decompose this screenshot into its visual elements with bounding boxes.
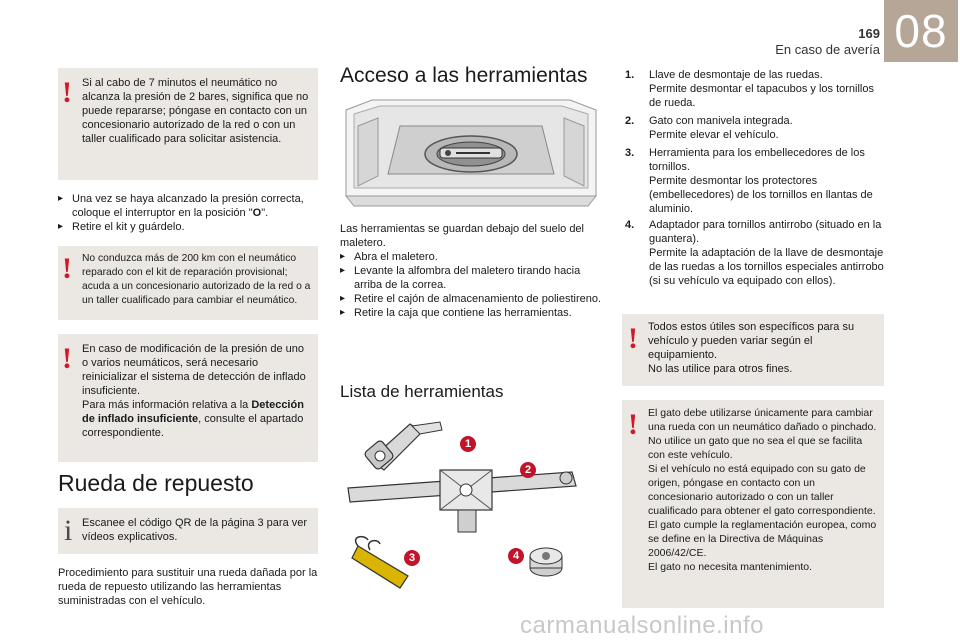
jack-icon [348,470,576,532]
step-item [58,220,320,234]
warning-box-jack [622,400,884,608]
warning-text-bold: Detección de inflado insuficiente [82,399,304,425]
step-text-pre: Una vez se haya alcanzado la presión correcta, coloque el interruptor en la posición " [72,193,304,219]
step-item [340,292,602,306]
trim-tool-icon [352,537,408,588]
badge-1: 1 [460,436,476,452]
arrow-icon: ▸ [340,251,346,262]
warning-icon: ! [628,322,638,355]
step-item [340,250,602,264]
step-item [58,192,320,220]
step-text-post: ". [261,207,269,219]
spare-wheel-title: Rueda de repuesto [58,470,254,496]
step-text: Retire la caja que contiene las herramientas. [354,307,572,319]
info-text: Escanee el código QR de la página 3 para ver vídeos explicativos. [82,517,308,543]
tool-item-4 [625,218,895,302]
warning-box-2 [58,246,318,320]
tool-description [649,114,889,142]
step-text: Retire el kit y guárdelo. [72,221,185,233]
warning-text-post: , consulte el apartado correspondiente. [82,413,304,439]
tool-description [649,218,889,288]
tools-list-title: Lista de herramientas [340,382,504,401]
warning-box-3 [58,334,318,462]
warning-line: No utilice un gato que no sea el que se facilita con este vehículo. [648,435,863,461]
arrow-icon: ▸ [340,307,346,318]
tool-line: Permite la adaptación de la llave de desmontaje de las ruedas a los tornillos especiales antirrobo (si su vehículo va equipado con ellos). [649,247,884,287]
step-text-bold: O [252,207,262,219]
tool-item-1 [625,68,895,112]
arrow-icon: ▸ [58,193,64,204]
warning-text-pre: Para más información relativa a la [82,399,252,411]
tool-line: Permite desmontar los protectores (embellecedores) de los tornillos en llantas de aluminio. [649,175,873,215]
step-text: Abra el maletero. [354,251,438,263]
tools-access-title: Acceso a las herramientas [340,64,588,87]
warning-icon: ! [62,252,72,285]
badge-2: 2 [520,462,536,478]
tool-item-2 [625,114,895,144]
tool-line: Herramienta para los embellecedores de los tornillos. [649,147,865,173]
antitheft-adapter-icon [530,548,562,576]
warning-text: Si al cabo de 7 minutos el neumático no alcanza la presión de 2 bares, significa que no puede repararse; póngase en contacto con un concesionario autorizado de la red o con un taller cualificado para solicitar asistencia. [82,77,309,145]
trunk-drawing [340,96,602,208]
tool-number: 4. [625,219,635,231]
arrow-icon: ▸ [340,293,346,304]
tool-number: 1. [625,69,635,81]
badge-3: 3 [404,550,420,566]
section-title: En caso de avería [775,42,880,57]
info-icon: i [64,514,73,547]
tool-line: Llave de desmontaje de las ruedas. [649,69,823,81]
arrow-icon: ▸ [340,265,346,276]
tools-illustration [340,416,602,600]
tool-number: 3. [625,147,635,159]
badge-4: 4 [508,548,524,564]
warning-text: No conduzca más de 200 km con el neumático reparado con el kit de reparación provisional; acuda a un concesionario autorizado de la red o a un taller cualificado para cambiar el neumático. [82,253,311,306]
warning-text [648,320,878,376]
tool-line: Permite elevar el vehículo. [649,129,779,141]
tool-line: Gato con manivela integrada. [649,115,793,127]
tool-line: Adaptador para tornillos antirrobo (situado en la guantera). [649,219,882,245]
watermark: carmanualsonline.info [520,612,764,639]
tool-description [649,68,889,110]
tools-intro: Las herramientas se guardan debajo del suelo del maletero. [340,223,584,249]
warning-icon: ! [62,342,72,375]
warning-line: Todos estos útiles son específicos para su vehículo y pueden variar según el equipamiento. [648,321,855,361]
warning-box-1 [58,68,318,180]
warning-line: El gato debe utilizarse únicamente para cambiar una rueda con un neumático dañado o pinchado. [648,407,877,433]
chapter-tab: 08 [884,0,958,62]
warning-line: El gato no necesita mantenimiento. [648,561,813,573]
warning-line: Si el vehículo no está equipado con su gato de origen, póngase en contacto con un concesionario autorizado o con un taller cualificado para obtener el gato correspondiente. [648,463,876,517]
procedure-text: Procedimiento para sustituir una rueda dañada por la rueda de repuesto utilizando las herramientas suministradas con el vehículo. [58,567,318,607]
middle-steps [340,250,602,320]
tool-line: Permite desmontar el tapacubos y los tornillos de rueda. [649,83,874,109]
warning-line: No las utilice para otros fines. [648,363,793,375]
tool-description [649,146,889,216]
step-text: Levante la alfombra del maletero tirando hacia arriba de la correa. [354,265,581,291]
wheel-wrench-icon [364,422,442,470]
trunk-illustration [340,96,602,208]
warning-icon: ! [62,76,72,109]
warning-paragraph [82,398,312,440]
step-item [340,306,602,320]
step-item [340,264,602,292]
warning-icon: ! [628,408,638,441]
info-box [58,508,318,554]
warning-paragraph: En caso de modificación de la presión de uno o varios neumáticos, será necesario reinicializar el sistema de detección de inflado insuficiente. [82,343,306,397]
left-steps [58,192,320,234]
arrow-icon: ▸ [58,221,64,232]
warning-line: El gato cumple la reglamentación europea, como se define en la Directiva de Máquinas 2006/42/CE. [648,519,877,559]
tool-item-3 [625,146,895,214]
step-text: Retire el cajón de almacenamiento de poliestireno. [354,293,602,305]
warning-text [82,342,312,440]
warning-text [648,406,882,574]
page-number: 169 [858,26,880,41]
tool-number: 2. [625,115,635,127]
warning-box-tools [622,314,884,386]
